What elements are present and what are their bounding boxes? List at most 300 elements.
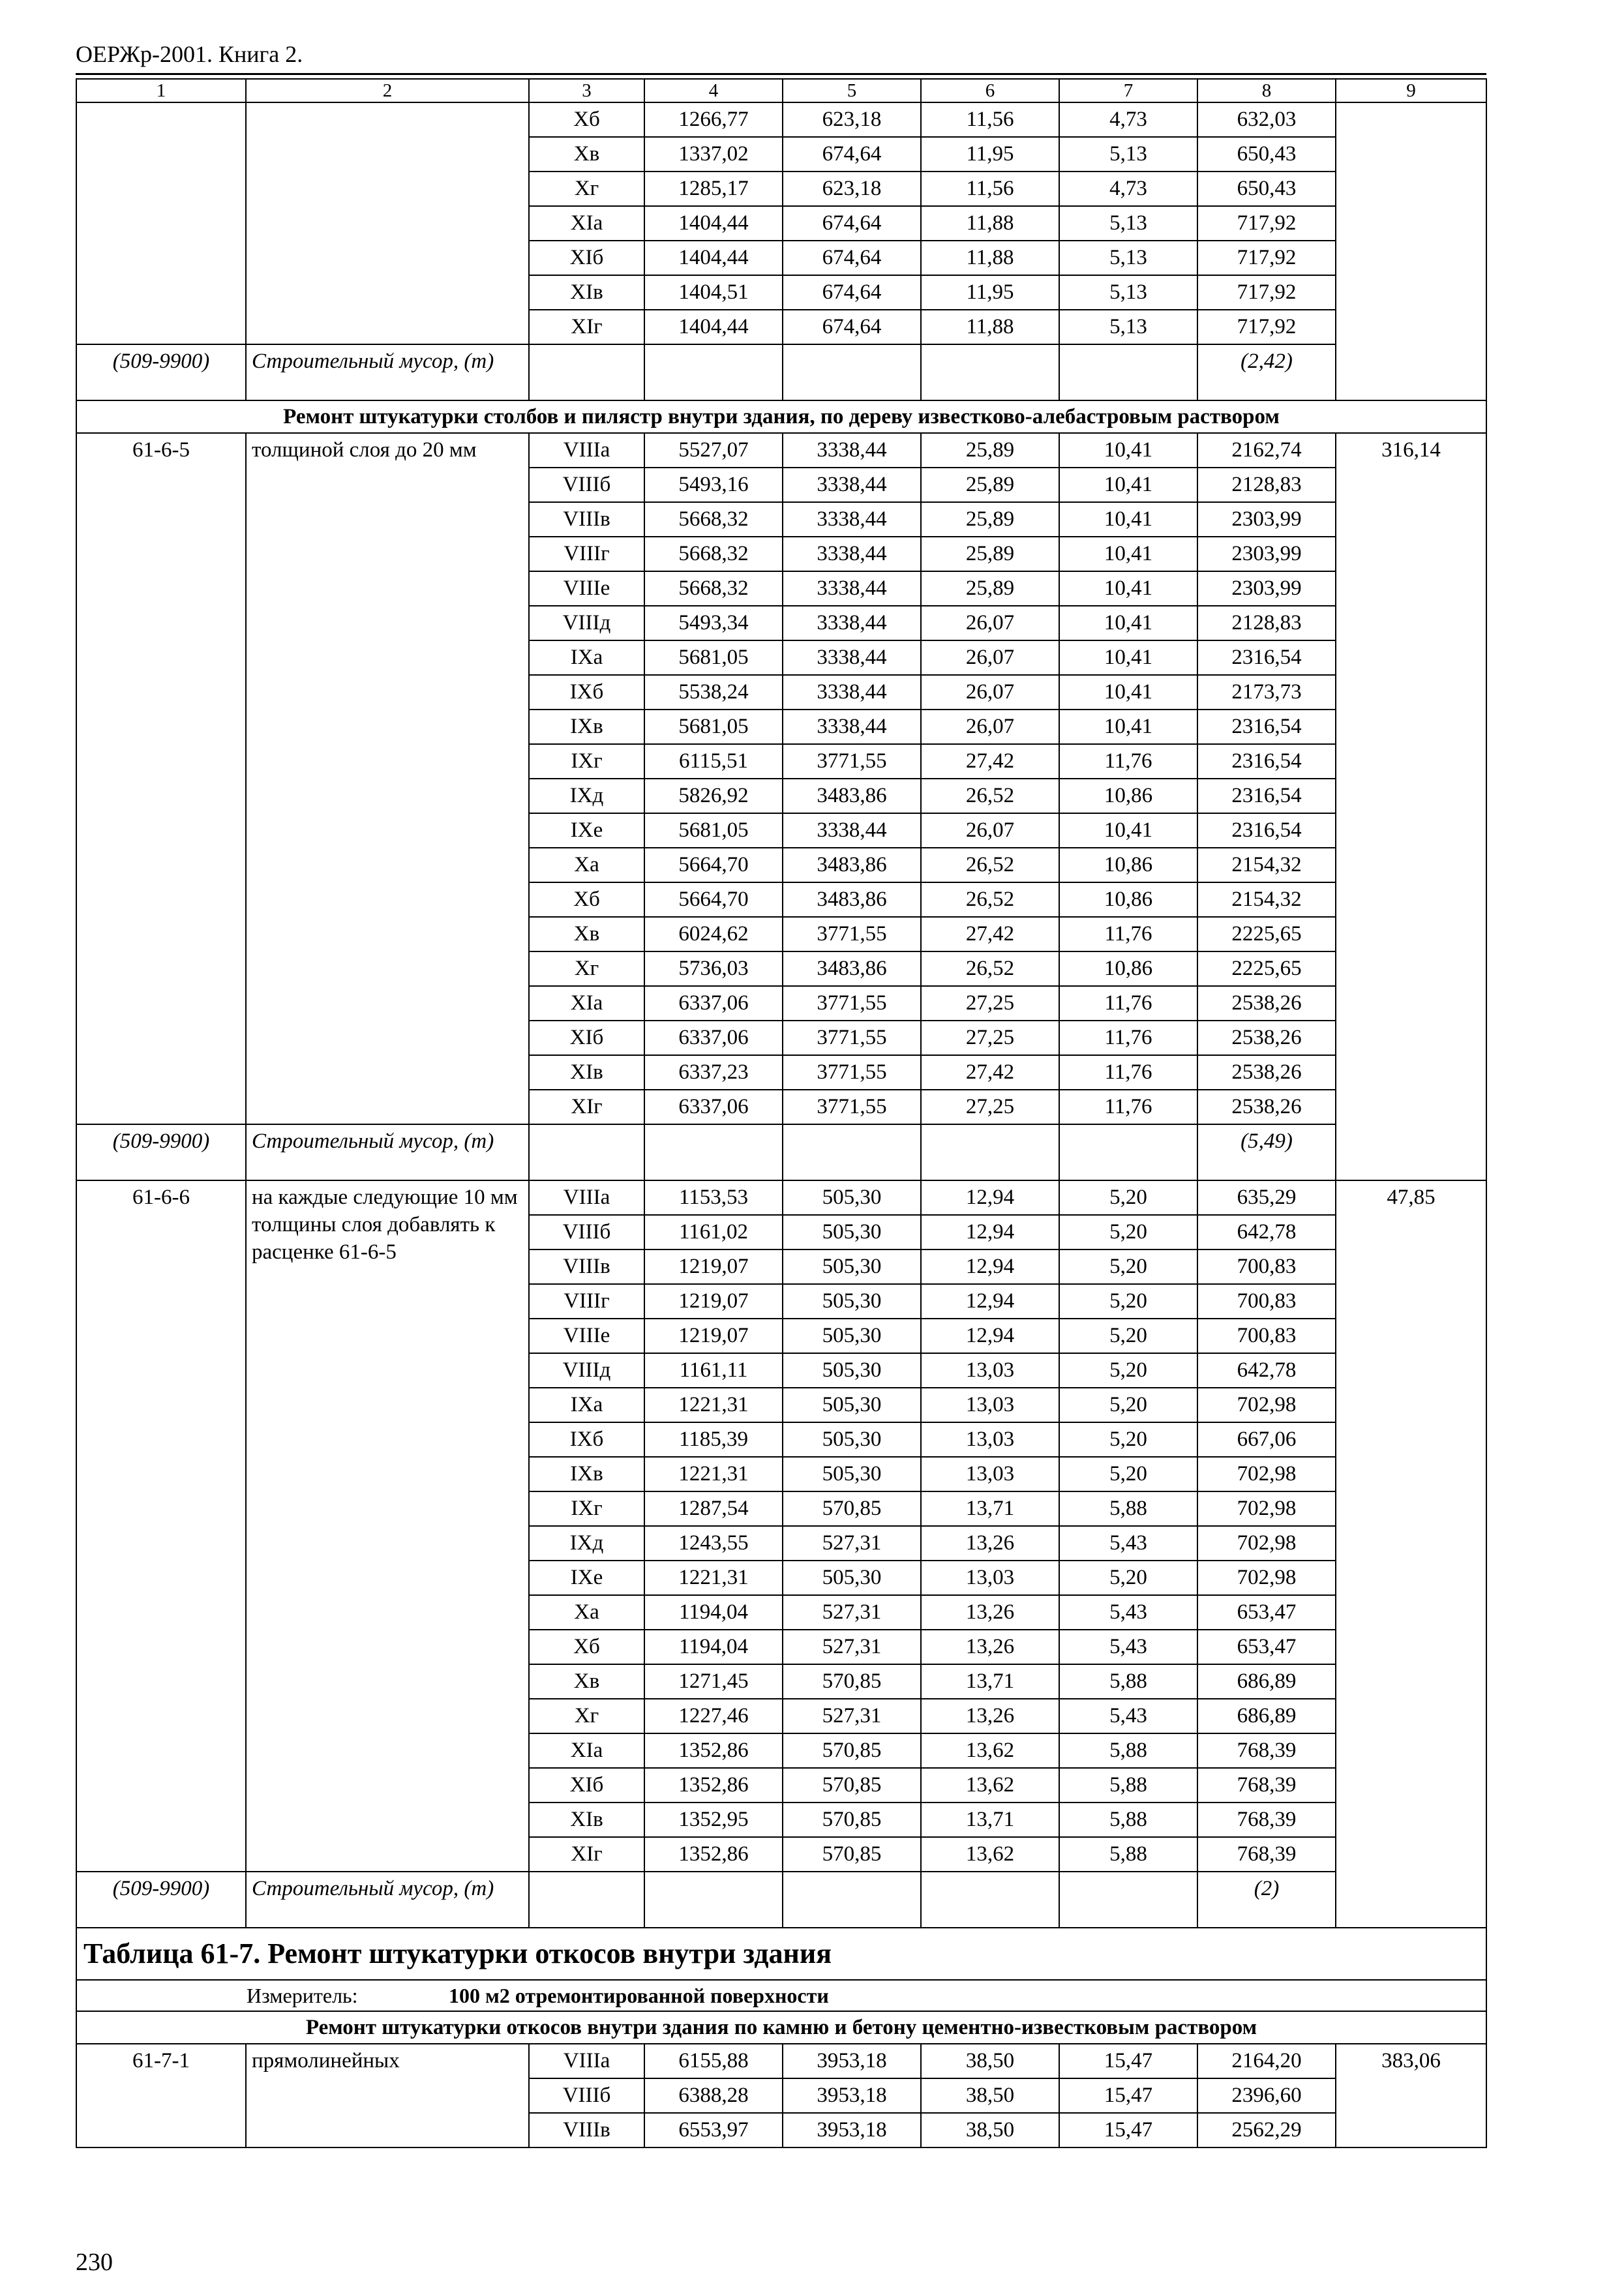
labor-cost-cell: 47,85 (1336, 1180, 1486, 1928)
machinist-wages-cell: 10,41 (1059, 640, 1197, 675)
tariff-zone-cell: IХд (529, 1526, 644, 1561)
machinist-wages-cell: 10,41 (1059, 606, 1197, 640)
tariff-zone-cell: ХIа (529, 986, 644, 1021)
rate-code: 61-7-1 (76, 2044, 246, 2147)
machines-cell: 11,56 (921, 102, 1059, 137)
trash-name: Строительный мусор, (т) (246, 344, 529, 400)
machinist-wages-cell: 5,20 (1059, 1353, 1197, 1388)
tariff-zone-cell: Хв (529, 917, 644, 951)
machinist-wages-cell: 15,47 (1059, 2044, 1197, 2078)
tariff-zone-cell: VIIIа (529, 433, 644, 468)
empty-cell (644, 344, 783, 400)
machinist-wages-cell: 10,41 (1059, 571, 1197, 606)
wages-cell: 3483,86 (783, 882, 921, 917)
trash-name: Строительный мусор, (т) (246, 1124, 529, 1180)
machines-cell: 25,89 (921, 433, 1059, 468)
machines-cell: 13,62 (921, 1733, 1059, 1768)
materials-cell: 768,39 (1197, 1803, 1336, 1837)
materials-cell: 653,47 (1197, 1595, 1336, 1630)
tariff-zone-cell: VIIIг (529, 537, 644, 571)
machines-cell: 25,89 (921, 468, 1059, 502)
machines-cell: 13,62 (921, 1768, 1059, 1803)
tariff-zone-cell: IХа (529, 1388, 644, 1422)
empty-cell (1059, 1872, 1197, 1928)
empty-cell (1059, 1124, 1197, 1180)
direct-cost-cell: 5681,05 (644, 640, 783, 675)
machinist-wages-cell: 10,86 (1059, 951, 1197, 986)
work-description: на каждые следующие 10 мм толщины слоя добавлять к расценке 61-6-5 (246, 1180, 529, 1872)
machines-cell: 11,95 (921, 275, 1059, 310)
tariff-zone-cell: Хб (529, 102, 644, 137)
empty-cell (921, 1872, 1059, 1928)
tariff-zone-cell: VIIIб (529, 2078, 644, 2113)
work-description (246, 102, 529, 344)
trash-row (76, 1872, 1486, 1928)
direct-cost-cell: 1227,46 (644, 1699, 783, 1733)
wages-cell: 505,30 (783, 1457, 921, 1491)
machinist-wages-cell: 5,88 (1059, 1837, 1197, 1872)
materials-cell: 650,43 (1197, 172, 1336, 206)
section-heading-row (76, 2011, 1486, 2044)
wages-cell: 505,30 (783, 1284, 921, 1319)
materials-cell: 768,39 (1197, 1768, 1336, 1803)
empty-cell (783, 344, 921, 400)
direct-cost-cell: 1337,02 (644, 137, 783, 172)
empty-cell (644, 1872, 783, 1928)
machinist-wages-cell: 5,20 (1059, 1249, 1197, 1284)
tariff-zone-cell: ХIа (529, 206, 644, 241)
wages-cell: 3483,86 (783, 779, 921, 813)
machines-cell: 11,88 (921, 310, 1059, 344)
wages-cell: 505,30 (783, 1422, 921, 1457)
tariff-zone-cell: ХIг (529, 310, 644, 344)
machinist-wages-cell: 11,76 (1059, 744, 1197, 779)
tariff-zone-cell: Хв (529, 137, 644, 172)
materials-cell: 667,06 (1197, 1422, 1336, 1457)
wages-cell: 527,31 (783, 1630, 921, 1664)
tariff-zone-cell: ХIв (529, 275, 644, 310)
materials-cell: 653,47 (1197, 1630, 1336, 1664)
wages-cell: 570,85 (783, 1733, 921, 1768)
direct-cost-cell: 5681,05 (644, 710, 783, 744)
direct-cost-cell: 1161,11 (644, 1353, 783, 1388)
direct-cost-cell: 1194,04 (644, 1630, 783, 1664)
header-title: ОЕРЖр-2001. Книга 2. (76, 41, 303, 67)
machinist-wages-cell: 5,20 (1059, 1180, 1197, 1215)
direct-cost-cell: 1185,39 (644, 1422, 783, 1457)
machines-cell: 26,52 (921, 848, 1059, 882)
labor-cost-cell: 316,14 (1336, 433, 1486, 1180)
tariff-zone-cell: ХIг (529, 1090, 644, 1124)
empty-cell (644, 1124, 783, 1180)
tariff-zone-cell: VIIIа (529, 1180, 644, 1215)
materials-cell: 717,92 (1197, 310, 1336, 344)
machines-cell: 13,71 (921, 1664, 1059, 1699)
machinist-wages-cell: 5,43 (1059, 1595, 1197, 1630)
wages-cell: 3771,55 (783, 917, 921, 951)
machines-cell: 27,25 (921, 1090, 1059, 1124)
tariff-zone-cell: VIIIв (529, 1249, 644, 1284)
machines-cell: 25,89 (921, 571, 1059, 606)
direct-cost-cell: 5527,07 (644, 433, 783, 468)
machinist-wages-cell: 5,43 (1059, 1699, 1197, 1733)
machinist-wages-cell: 5,13 (1059, 241, 1197, 275)
tariff-zone-cell: ХIг (529, 1837, 644, 1872)
machines-cell: 38,50 (921, 2078, 1059, 2113)
machinist-wages-cell: 5,20 (1059, 1215, 1197, 1249)
wages-cell: 3338,44 (783, 433, 921, 468)
machinist-wages-cell: 5,13 (1059, 310, 1197, 344)
tariff-zone-cell: Хб (529, 882, 644, 917)
wages-cell: 505,30 (783, 1388, 921, 1422)
materials-cell: 686,89 (1197, 1664, 1336, 1699)
machines-cell: 11,95 (921, 137, 1059, 172)
machines-cell: 13,03 (921, 1457, 1059, 1491)
direct-cost-cell: 6337,06 (644, 1021, 783, 1055)
direct-cost-cell: 5493,16 (644, 468, 783, 502)
direct-cost-cell: 1153,53 (644, 1180, 783, 1215)
machines-cell: 26,07 (921, 640, 1059, 675)
direct-cost-cell: 5493,34 (644, 606, 783, 640)
wages-cell: 570,85 (783, 1837, 921, 1872)
machinist-wages-cell: 5,20 (1059, 1457, 1197, 1491)
empty-cell (529, 1124, 644, 1180)
empty-cell (921, 344, 1059, 400)
direct-cost-cell: 1404,44 (644, 206, 783, 241)
wages-cell: 3338,44 (783, 468, 921, 502)
direct-cost-cell: 5668,32 (644, 571, 783, 606)
machines-cell: 13,62 (921, 1837, 1059, 1872)
machinist-wages-cell: 11,76 (1059, 986, 1197, 1021)
machinist-wages-cell: 11,76 (1059, 1055, 1197, 1090)
machinist-wages-cell: 10,86 (1059, 882, 1197, 917)
direct-cost-cell: 1352,86 (644, 1837, 783, 1872)
machines-cell: 26,52 (921, 951, 1059, 986)
materials-cell: 2225,65 (1197, 917, 1336, 951)
machines-cell: 38,50 (921, 2044, 1059, 2078)
materials-cell: 2316,54 (1197, 813, 1336, 848)
tariff-zone-cell: ХIв (529, 1803, 644, 1837)
column-number-cell: 9 (1336, 79, 1486, 102)
empty-cell (529, 344, 644, 400)
column-number-row (76, 79, 1486, 102)
materials-cell: 768,39 (1197, 1837, 1336, 1872)
tariff-zone-cell: VIIIд (529, 1353, 644, 1388)
materials-cell: 650,43 (1197, 137, 1336, 172)
direct-cost-cell: 1352,86 (644, 1768, 783, 1803)
machinist-wages-cell: 5,43 (1059, 1526, 1197, 1561)
wages-cell: 3338,44 (783, 606, 921, 640)
direct-cost-cell: 6553,97 (644, 2113, 783, 2147)
machinist-wages-cell: 10,41 (1059, 675, 1197, 710)
direct-cost-cell: 1404,44 (644, 310, 783, 344)
section-heading: Ремонт штукатурки столбов и пилястр внутри здания, по дереву известково-алебастровым раствором (76, 400, 1486, 433)
direct-cost-cell: 5736,03 (644, 951, 783, 986)
trash-code: (509-9900) (76, 1124, 246, 1180)
meter-cell (76, 1980, 1486, 2011)
empty-cell (529, 1872, 644, 1928)
machines-cell: 13,71 (921, 1491, 1059, 1526)
tariff-zone-cell: ХIв (529, 1055, 644, 1090)
direct-cost-cell: 5681,05 (644, 813, 783, 848)
column-number-cell: 2 (246, 79, 529, 102)
wages-cell: 3338,44 (783, 571, 921, 606)
machines-cell: 27,42 (921, 1055, 1059, 1090)
direct-cost-cell: 1221,31 (644, 1457, 783, 1491)
wages-cell: 527,31 (783, 1699, 921, 1733)
tariff-zone-cell: Хв (529, 1664, 644, 1699)
trash-amount: (5,49) (1197, 1124, 1336, 1180)
wages-cell: 674,64 (783, 206, 921, 241)
empty-cell (783, 1124, 921, 1180)
machines-cell: 13,26 (921, 1595, 1059, 1630)
trash-code: (509-9900) (76, 344, 246, 400)
tariff-zone-cell: Ха (529, 848, 644, 882)
machinist-wages-cell: 5,43 (1059, 1630, 1197, 1664)
direct-cost-cell: 1287,54 (644, 1491, 783, 1526)
labor-cost-cell (1336, 102, 1486, 400)
column-number-cell: 7 (1059, 79, 1197, 102)
tariff-zone-cell: IХб (529, 1422, 644, 1457)
tariff-zone-cell: IХб (529, 675, 644, 710)
machines-cell: 11,88 (921, 206, 1059, 241)
materials-cell: 2316,54 (1197, 710, 1336, 744)
direct-cost-cell: 5538,24 (644, 675, 783, 710)
wages-cell: 570,85 (783, 1803, 921, 1837)
wages-cell: 505,30 (783, 1319, 921, 1353)
wages-cell: 3953,18 (783, 2044, 921, 2078)
machinist-wages-cell: 5,88 (1059, 1768, 1197, 1803)
direct-cost-cell: 6388,28 (644, 2078, 783, 2113)
materials-cell: 2538,26 (1197, 1021, 1336, 1055)
materials-cell: 2164,20 (1197, 2044, 1336, 2078)
materials-cell: 700,83 (1197, 1249, 1336, 1284)
table-caption: Таблица 61-7. Ремонт штукатурки откосов внутри здания (76, 1928, 1486, 1980)
work-description: прямолинейных (246, 2044, 529, 2147)
tariff-zone-cell: VIIIе (529, 571, 644, 606)
tariff-zone-cell: IХа (529, 640, 644, 675)
tariff-zone-cell: ХIб (529, 1768, 644, 1803)
materials-cell: 2154,32 (1197, 848, 1336, 882)
direct-cost-cell: 1404,44 (644, 241, 783, 275)
materials-cell: 2225,65 (1197, 951, 1336, 986)
machines-cell: 13,71 (921, 1803, 1059, 1837)
tariff-zone-cell: Хг (529, 172, 644, 206)
direct-cost-cell: 6337,06 (644, 986, 783, 1021)
wages-cell: 3953,18 (783, 2113, 921, 2147)
page-number: 230 (76, 2249, 113, 2276)
direct-cost-cell: 1221,31 (644, 1561, 783, 1595)
tariff-zone-cell: Хг (529, 951, 644, 986)
wages-cell: 674,64 (783, 137, 921, 172)
wages-cell: 570,85 (783, 1664, 921, 1699)
machinist-wages-cell: 11,76 (1059, 1090, 1197, 1124)
column-number-cell: 6 (921, 79, 1059, 102)
direct-cost-cell: 5664,70 (644, 882, 783, 917)
direct-cost-cell: 1219,07 (644, 1249, 783, 1284)
machines-cell: 13,26 (921, 1699, 1059, 1733)
rate-code (76, 102, 246, 344)
materials-cell: 768,39 (1197, 1733, 1336, 1768)
direct-cost-cell: 6115,51 (644, 744, 783, 779)
direct-cost-cell: 1194,04 (644, 1595, 783, 1630)
table-row (76, 102, 1486, 137)
direct-cost-cell: 1219,07 (644, 1319, 783, 1353)
materials-cell: 700,83 (1197, 1284, 1336, 1319)
direct-cost-cell: 5664,70 (644, 848, 783, 882)
materials-cell: 702,98 (1197, 1457, 1336, 1491)
tariff-zone-cell: IХе (529, 813, 644, 848)
direct-cost-cell: 5668,32 (644, 537, 783, 571)
machinist-wages-cell: 10,41 (1059, 468, 1197, 502)
machinist-wages-cell: 10,41 (1059, 502, 1197, 537)
machines-cell: 13,03 (921, 1353, 1059, 1388)
machines-cell: 13,03 (921, 1388, 1059, 1422)
wages-cell: 3338,44 (783, 640, 921, 675)
machines-cell: 13,26 (921, 1526, 1059, 1561)
machines-cell: 13,03 (921, 1422, 1059, 1457)
column-number-cell: 1 (76, 79, 246, 102)
machines-cell: 12,94 (921, 1249, 1059, 1284)
direct-cost-cell: 1404,51 (644, 275, 783, 310)
meter-label: Измеритель: (247, 1984, 358, 2007)
tariff-zone-cell: VIIIд (529, 606, 644, 640)
machinist-wages-cell: 5,88 (1059, 1491, 1197, 1526)
machines-cell: 13,03 (921, 1561, 1059, 1595)
machines-cell: 27,42 (921, 917, 1059, 951)
direct-cost-cell: 1219,07 (644, 1284, 783, 1319)
direct-cost-cell: 1243,55 (644, 1526, 783, 1561)
labor-cost-cell: 383,06 (1336, 2044, 1486, 2147)
trash-amount: (2) (1197, 1872, 1336, 1928)
wages-cell: 570,85 (783, 1768, 921, 1803)
tariff-zone-cell: IХг (529, 1491, 644, 1526)
tariff-zone-cell: VIIIб (529, 468, 644, 502)
machines-cell: 25,89 (921, 537, 1059, 571)
materials-cell: 642,78 (1197, 1215, 1336, 1249)
machinist-wages-cell: 10,41 (1059, 537, 1197, 571)
machinist-wages-cell: 10,86 (1059, 779, 1197, 813)
machinist-wages-cell: 10,86 (1059, 848, 1197, 882)
materials-cell: 700,83 (1197, 1319, 1336, 1353)
machinist-wages-cell: 11,76 (1059, 1021, 1197, 1055)
machines-cell: 25,89 (921, 502, 1059, 537)
tariff-zone-cell: VIIIв (529, 502, 644, 537)
materials-cell: 702,98 (1197, 1561, 1336, 1595)
materials-cell: 2154,32 (1197, 882, 1336, 917)
direct-cost-cell: 6155,88 (644, 2044, 783, 2078)
wages-cell: 3771,55 (783, 744, 921, 779)
wages-cell: 674,64 (783, 275, 921, 310)
machines-cell: 11,56 (921, 172, 1059, 206)
machinist-wages-cell: 5,13 (1059, 137, 1197, 172)
materials-cell: 702,98 (1197, 1526, 1336, 1561)
materials-cell: 635,29 (1197, 1180, 1336, 1215)
tariff-zone-cell: Хб (529, 1630, 644, 1664)
machinist-wages-cell: 15,47 (1059, 2078, 1197, 2113)
wages-cell: 505,30 (783, 1215, 921, 1249)
wages-cell: 3338,44 (783, 502, 921, 537)
machinist-wages-cell: 5,20 (1059, 1388, 1197, 1422)
materials-cell: 702,98 (1197, 1388, 1336, 1422)
materials-cell: 686,89 (1197, 1699, 1336, 1733)
table-row (76, 1180, 1486, 1215)
wages-cell: 3483,86 (783, 848, 921, 882)
machinist-wages-cell: 5,20 (1059, 1284, 1197, 1319)
machinist-wages-cell: 4,73 (1059, 102, 1197, 137)
materials-cell: 2303,99 (1197, 571, 1336, 606)
direct-cost-cell: 6337,06 (644, 1090, 783, 1124)
machines-cell: 26,52 (921, 882, 1059, 917)
materials-cell: 2316,54 (1197, 779, 1336, 813)
direct-cost-cell: 1266,77 (644, 102, 783, 137)
wages-cell: 3771,55 (783, 986, 921, 1021)
machines-cell: 26,07 (921, 813, 1059, 848)
machines-cell: 38,50 (921, 2113, 1059, 2147)
machinist-wages-cell: 5,20 (1059, 1561, 1197, 1595)
direct-cost-cell: 1285,17 (644, 172, 783, 206)
machinist-wages-cell: 10,41 (1059, 433, 1197, 468)
work-description: толщиной слоя до 20 мм (246, 433, 529, 1124)
wages-cell: 3771,55 (783, 1021, 921, 1055)
materials-cell: 2396,60 (1197, 2078, 1336, 2113)
wages-cell: 3338,44 (783, 813, 921, 848)
materials-cell: 2316,54 (1197, 640, 1336, 675)
column-number-cell: 5 (783, 79, 921, 102)
tariff-zone-cell: ХIа (529, 1733, 644, 1768)
materials-cell: 2303,99 (1197, 502, 1336, 537)
materials-cell: 2538,26 (1197, 1090, 1336, 1124)
wages-cell: 623,18 (783, 102, 921, 137)
machines-cell: 27,42 (921, 744, 1059, 779)
machines-cell: 27,25 (921, 986, 1059, 1021)
machinist-wages-cell: 5,88 (1059, 1733, 1197, 1768)
wages-cell: 3771,55 (783, 1090, 921, 1124)
machinist-wages-cell: 5,88 (1059, 1803, 1197, 1837)
wages-cell: 3483,86 (783, 951, 921, 986)
direct-cost-cell: 5668,32 (644, 502, 783, 537)
tariff-zone-cell: IХг (529, 744, 644, 779)
machines-cell: 12,94 (921, 1180, 1059, 1215)
machines-cell: 26,52 (921, 779, 1059, 813)
materials-cell: 2173,73 (1197, 675, 1336, 710)
trash-row (76, 1124, 1486, 1180)
wages-cell: 505,30 (783, 1561, 921, 1595)
rates-table (76, 78, 1487, 2148)
machines-cell: 12,94 (921, 1284, 1059, 1319)
section-heading: Ремонт штукатурки откосов внутри здания по камню и бетону цементно-известковым раствором (76, 2011, 1486, 2044)
table-caption-row (76, 1928, 1486, 1980)
meter-row (76, 1980, 1486, 2011)
tariff-zone-cell: VIIIе (529, 1319, 644, 1353)
machines-cell: 11,88 (921, 241, 1059, 275)
materials-cell: 702,98 (1197, 1491, 1336, 1526)
wages-cell: 505,30 (783, 1249, 921, 1284)
direct-cost-cell: 1221,31 (644, 1388, 783, 1422)
wages-cell: 505,30 (783, 1180, 921, 1215)
empty-cell (783, 1872, 921, 1928)
table-row (76, 2044, 1486, 2078)
materials-cell: 2562,29 (1197, 2113, 1336, 2147)
trash-name: Строительный мусор, (т) (246, 1872, 529, 1928)
machines-cell: 26,07 (921, 675, 1059, 710)
trash-row (76, 344, 1486, 400)
empty-cell (921, 1124, 1059, 1180)
machinist-wages-cell: 5,13 (1059, 275, 1197, 310)
tariff-zone-cell: ХIб (529, 1021, 644, 1055)
machines-cell: 26,07 (921, 606, 1059, 640)
materials-cell: 2538,26 (1197, 1055, 1336, 1090)
